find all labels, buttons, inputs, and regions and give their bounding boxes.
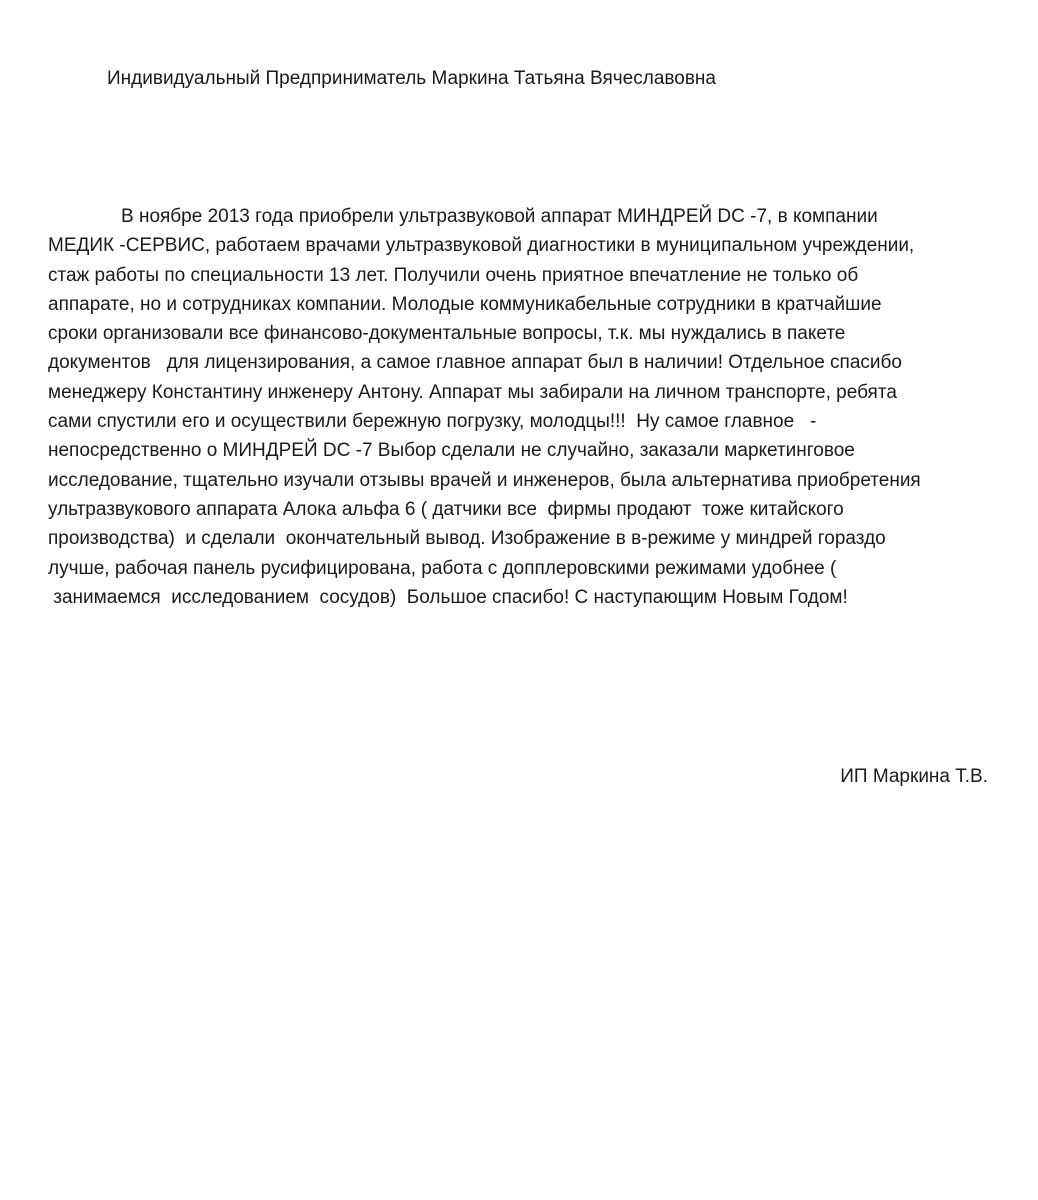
body-line: МЕДИК -СЕРВИС, работаем врачами ультразвуковой диагностики в муниципальном учреждении, [48,235,915,257]
body-line: В ноябре 2013 года приобрели ультразвуковой аппарат МИНДРЕЙ DC -7, в компании [121,206,878,227]
body-line: сроки организовали все финансово-документальные вопросы, т.к. мы нуждались в пакете [48,323,846,345]
signature: ИП Маркина Т.В. [840,766,988,787]
body-line: занимаемся исследованием сосудов) Большое спасибо! С наступающим Новым Годом! [48,586,848,608]
body-line: производства) и сделали окончательный вывод. Изображение в в-режиме у миндрей гораздо [48,528,886,550]
body-line: документов для лицензирования, а самое главное аппарат был в наличии! Отдельное спасибо [48,352,902,374]
body-line: непосредственно о МИНДРЕЙ DC -7 Выбор сделали не случайно, заказали маркетинговое [48,440,855,462]
document-header: Индивидуальный Предприниматель Маркина Татьяна Вячеславовна [107,68,716,89]
body-line: менеджеру Константину инженеру Антону. Аппарат мы забирали на личном транспорте, ребята [48,381,897,403]
body-line: аппарате, но и сотрудниках компании. Молодые коммуникабельные сотрудники в кратчайшие [48,293,882,315]
body-line: сами спустили его и осуществили бережную погрузку, молодцы!!! Ну самое главное - [48,411,817,433]
document-body [48,202,1008,612]
body-line: стаж работы по специальности 13 лет. Получили очень приятное впечатление не только об [48,264,859,286]
body-line: ультразвукового аппарата Алока альфа 6 ( датчики все фирмы продают тоже китайского [48,498,844,520]
body-line: исследование, тщательно изучали отзывы врачей и инженеров, была альтернатива приобретения [48,469,921,491]
body-line: лучше, рабочая панель русифицирована, работа с допплеровскими режимами удобнее ( [48,557,837,579]
